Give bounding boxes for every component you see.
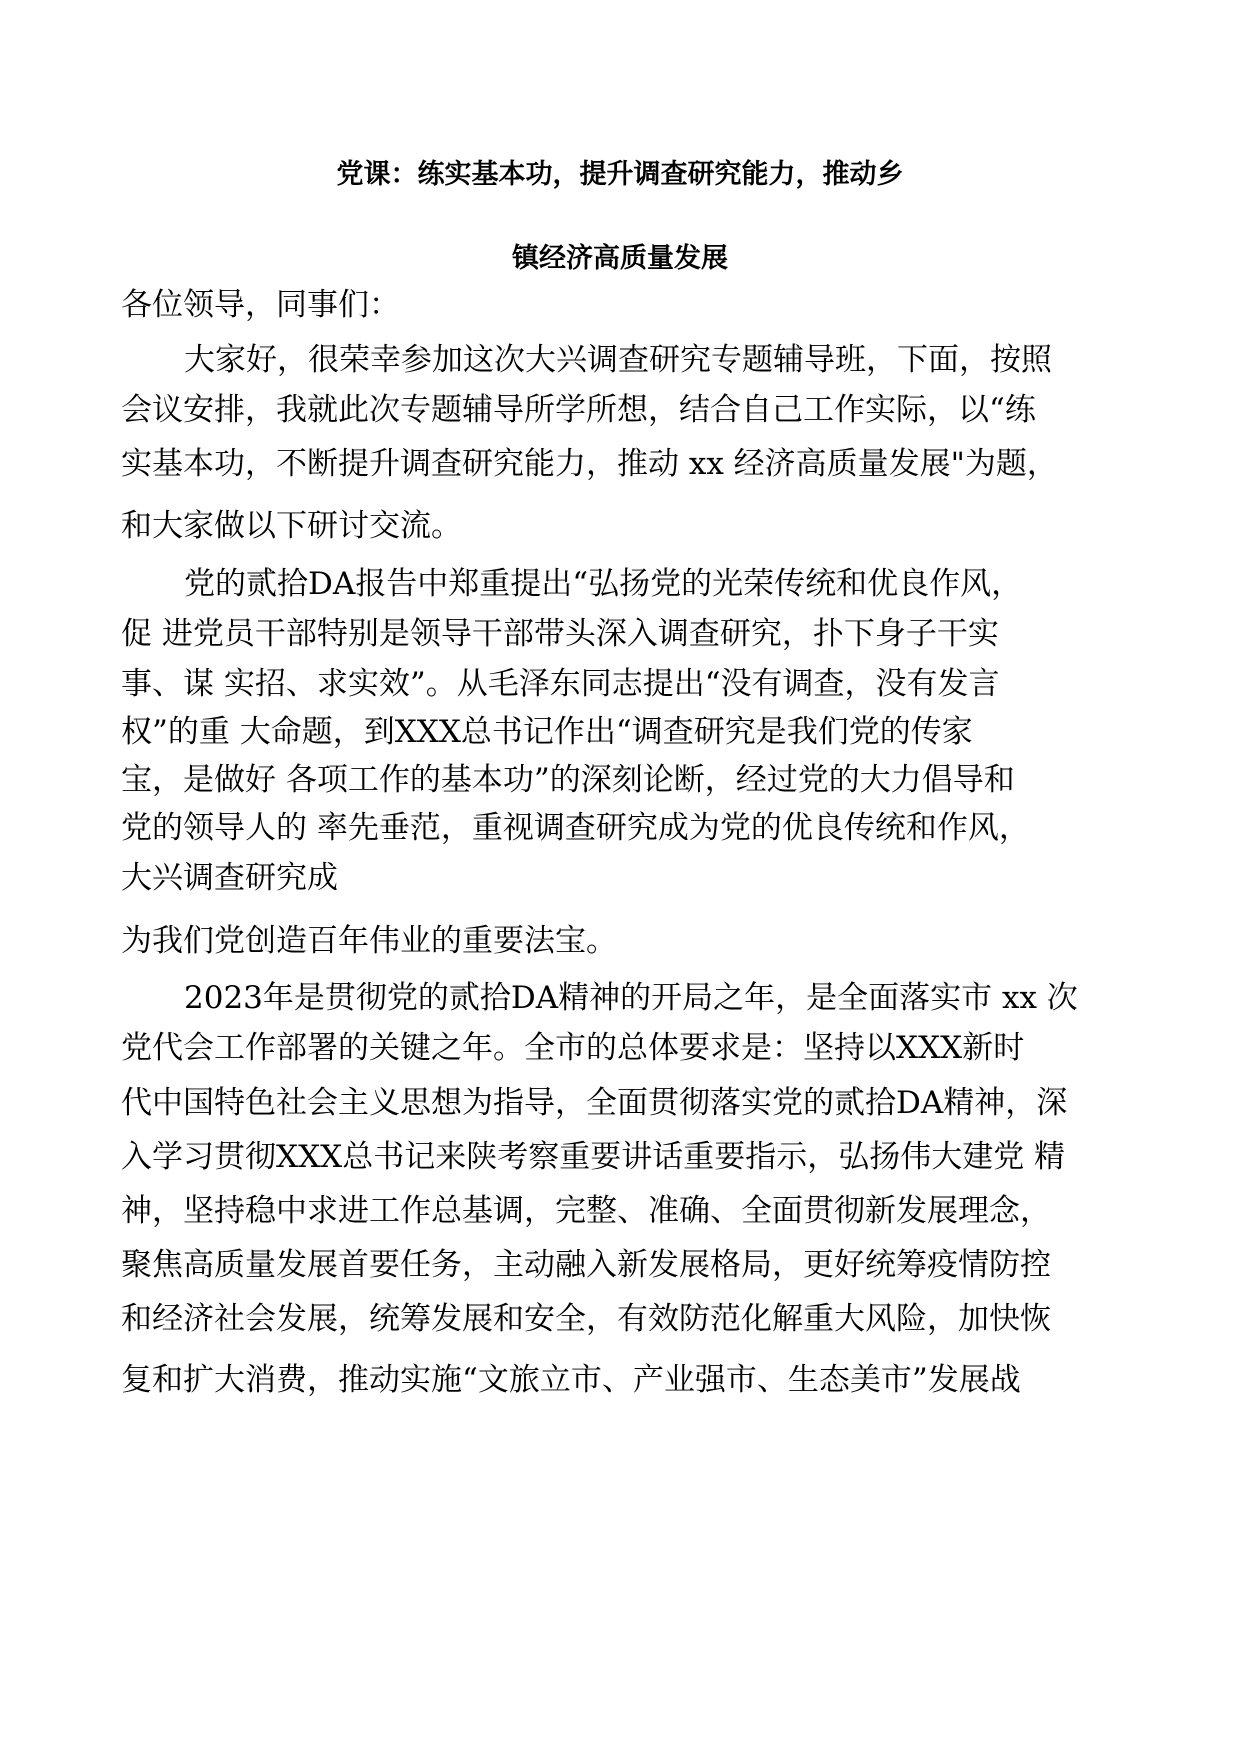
body-line: 实基本功，不断提升调查研究能力，推动 xx 经济高质量发展"为题， — [121, 446, 1058, 482]
body-line: 为我们党创造百年伟业的重要法宝。 — [121, 923, 617, 959]
body-line: 促 进党员干部特别是领导干部带头深入调查研究，扑下身子干实 — [121, 616, 999, 652]
body-line: 党的领导人的 率先垂范，重视调查研究成为党的优良传统和作风， — [121, 810, 1030, 846]
document-title-line-2: 镇经济高质量发展 — [512, 243, 728, 274]
body-line: 和经济社会发展，统筹发展和安全，有效防范化解重大风险，加快恢 — [121, 1301, 1051, 1337]
body-line: 入学习贯彻XXX总书记来陕考察重要讲话重要指示，弘扬伟大建党 精 — [121, 1139, 1066, 1175]
body-line: 和大家做以下研讨交流。 — [121, 508, 462, 544]
document-title-line-1: 党课：练实基本功，提升调查研究能力，推动乡 — [336, 159, 904, 190]
salutation: 各位领导，同事们： — [121, 287, 400, 323]
body-line: 大家好，很荣幸参加这次大兴调查研究专题辅导班，下面，按照 — [184, 342, 1052, 378]
body-line: 党代会工作部署的关键之年。全市的总体要求是：坚持以XXX新时 — [121, 1030, 1025, 1066]
body-line: 复和扩大消费，推动实施“文旅立市、产业强市、生态美市”发展战 — [121, 1362, 1021, 1398]
body-line: 党的贰拾DA报告中郑重提出“弘扬党的光荣传统和优良作风， — [184, 566, 1023, 602]
body-line: 宝，是做好 各项工作的基本功”的深刻论断，经过党的大力倡导和 — [121, 762, 1015, 798]
body-line: 2023年是贯彻党的贰拾DA精神的开局之年，是全面落实市 xx 次 — [184, 980, 1078, 1016]
body-line: 大兴调查研究成 — [121, 860, 338, 896]
body-line: 权”的重 大命题，到XXX总书记作出“调查研究是我们党的传家 — [121, 714, 973, 750]
body-line: 事、谋 实招、求实效”。从毛泽东同志提出“没有调查，没有发言 — [121, 666, 1000, 702]
body-line: 聚焦高质量发展首要任务，主动融入新发展格局，更好统筹疫情防控 — [121, 1247, 1051, 1283]
body-line: 代中国特色社会主义思想为指导，全面贯彻落实党的贰拾DA精神，深 — [121, 1085, 1068, 1121]
body-line: 神，坚持稳中求进工作总基调，完整、准确、全面贯彻新发展理念， — [121, 1193, 1051, 1229]
body-line: 会议安排，我就此次专题辅导所学所想，结合自己工作实际，以“练 — [121, 392, 1036, 428]
